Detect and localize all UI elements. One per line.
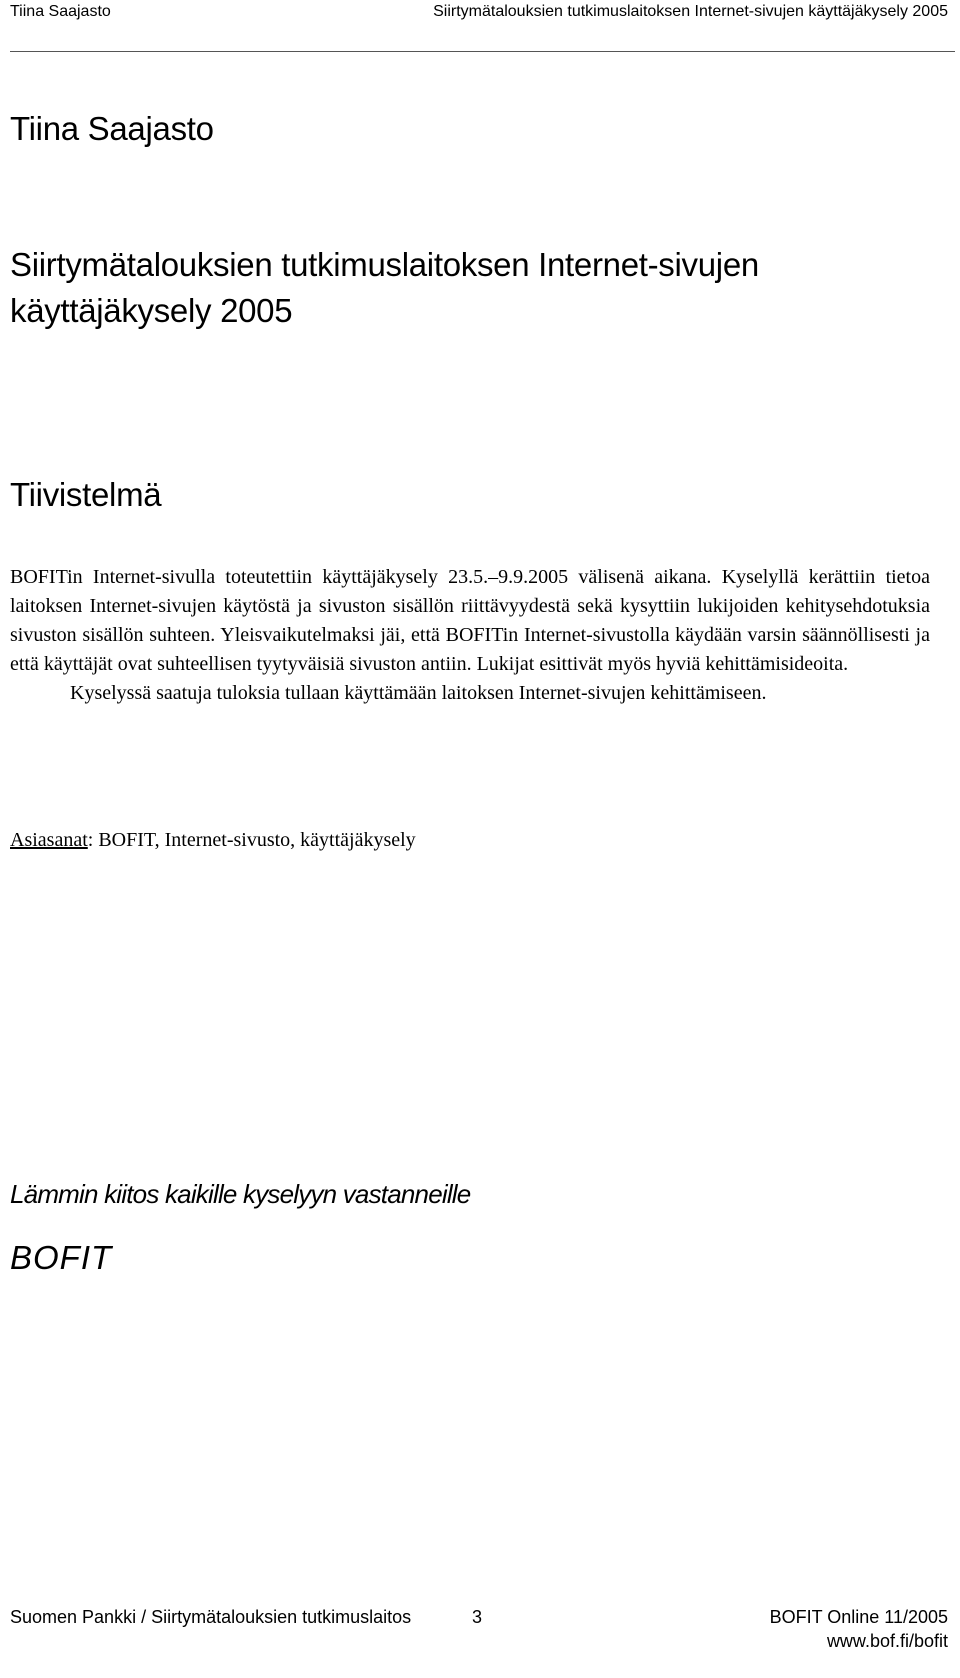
footer-url: www.bof.fi/bofit: [826, 1631, 948, 1651]
header-author: Tiina Saajasto: [10, 3, 111, 20]
page-footer: [10, 1605, 948, 1665]
keywords: [10, 826, 416, 855]
author-name: Tiina Saajasto: [10, 110, 214, 147]
header-divider: [10, 51, 955, 52]
abstract-paragraph-1: BOFITin Internet-sivulla toteutettiin käyttäjäkysely 23.5.–9.9.2005 välisenä aikana. Kyselyllä kerättiin tietoa laitoksen Internet-sivujen käytöstä ja sivuston sisällön riittävyydestä sekä kysyttiin lukijoiden kehitysehdotuksia sivuston sisällön suhteen. Yleisvaikutelmaksi jäi, että BOFITin Internet-sivustolla käydään varsin säännöllisesti ja että käyttäjät ovat suhteellisen tyytyväisiä sivuston antiin. Lukijat esittivät myös hyviä kehittämisideoita.: [10, 566, 930, 675]
footer-series: [770, 1605, 948, 1653]
running-header: [10, 0, 948, 28]
keywords-value: BOFIT, Internet-sivusto, käyttäjäkysely: [98, 829, 416, 851]
keywords-label: Asiasanat: [10, 829, 88, 851]
keywords-separator: :: [87, 829, 99, 851]
page-number: 3: [472, 1607, 483, 1627]
abstract-heading: Tiivistelmä: [10, 476, 162, 513]
footer-publisher: Suomen Pankki / Siirtymätalouksien tutkimuslaitos: [10, 1607, 412, 1627]
thanks-note: Lämmin kiitos kaikille kyselyyn vastanneille: [10, 1179, 471, 1209]
title-line-1: Siirtymätalouksien tutkimuslaitoksen Internet-sivujen: [10, 246, 759, 283]
title-line-2: käyttäjäkysely 2005: [10, 292, 293, 329]
abstract-body: [10, 563, 930, 708]
signature: BOFIT: [10, 1239, 113, 1276]
document-title: [10, 242, 910, 334]
header-document-title: Siirtymätalouksien tutkimuslaitoksen Internet-sivujen käyttäjäkysely 2005: [433, 3, 948, 20]
abstract-paragraph-2: Kyselyssä saatuja tuloksia tullaan käyttämään laitoksen Internet-sivujen kehittämiseen.: [70, 682, 767, 704]
footer-series-title: BOFIT Online 11/2005: [769, 1607, 948, 1627]
